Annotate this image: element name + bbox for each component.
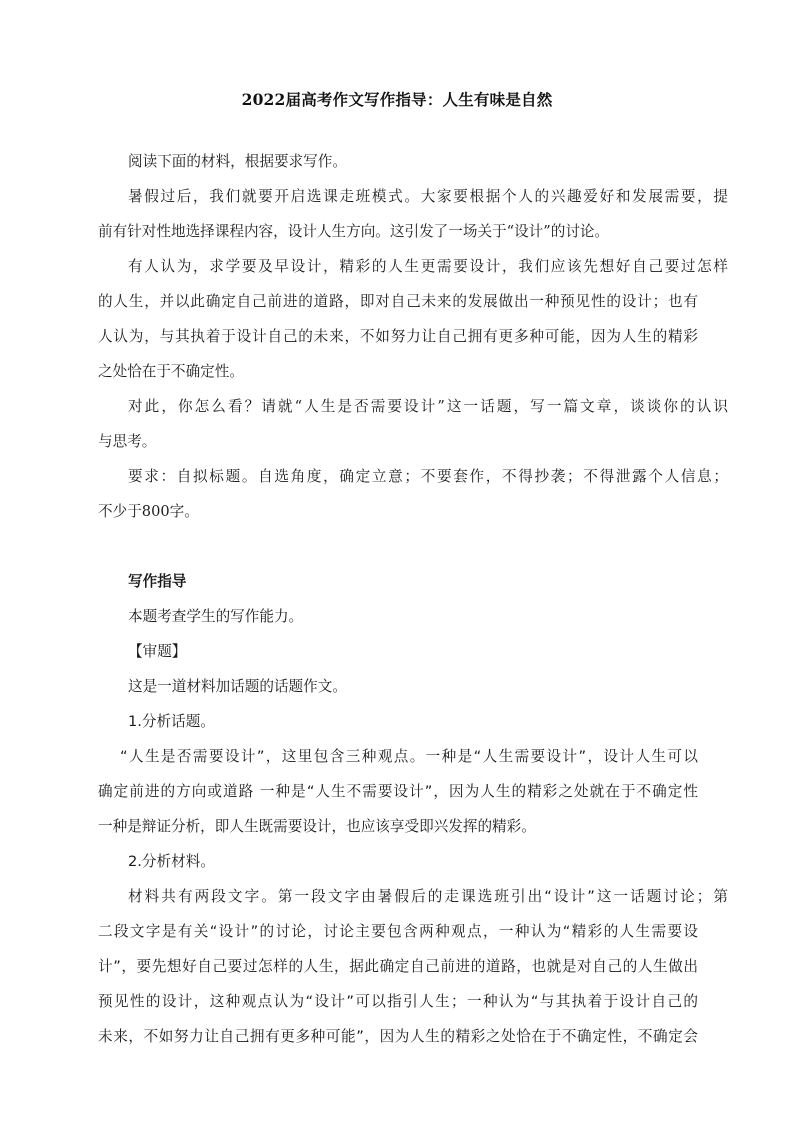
page-title: 2022届高考作文写作指导：人生有味是自然	[241, 90, 553, 109]
guide-line: 计”，要先想好自己要过怎样的人生，据此确定自己前进的道路，也就是对自己的人生做出	[98, 958, 698, 975]
prompt-line: 对此，你怎么看？请就“人生是否需要设计”这一话题，写一篇文章，谈谈你的认识	[128, 398, 728, 415]
prompt-line: 人认为，与其执着于设计自己的未来，不如努力让自己拥有更多种可能，因为人生的精彩	[98, 328, 698, 345]
guide-line: 确定前进的方向或道路 一种是“人生不需要设计”，因为人生的精彩之处就在于不确定性	[98, 783, 698, 800]
guide-line: 预见性的设计，这种观点认为“设计”可以指引人生；一种认为“与其执着于设计自己的	[98, 993, 698, 1010]
guide-line: 一种是辩证分析，即人生既需要设计，也应该享受即兴发挥的精彩。	[98, 818, 536, 835]
guide-line: “人生是否需要设计”，这里包含三种观点。一种是“人生需要设计”，设计人生可以	[120, 748, 698, 765]
prompt-line: 暑假过后，我们就要开启选课走班模式。大家要根据个人的兴趣爱好和发展需要，提	[128, 188, 728, 205]
prompt-line: 前有针对性地选择课程内容，设计人生方向。这引发了一场关于“设计”的讨论。	[98, 223, 610, 240]
guide-line: 这是一道材料加话题的话题作文。	[128, 678, 347, 695]
prompt-line: 的人生，并以此确定自己前进的道路，即对自己未来的发展做出一种预见性的设计；也有	[98, 293, 698, 310]
prompt-line: 有人认为，求学要及早设计，精彩的人生更需要设计，我们应该先想好自己要过怎样	[128, 258, 728, 275]
prompt-line: 阅读下面的材料，根据要求写作。	[128, 153, 347, 170]
prompt-line: 不少于800字。	[98, 503, 199, 520]
guide-line: 材料共有两段文字。第一段文字由暑假后的走课选班引出“设计”这一话题讨论；第	[128, 888, 728, 905]
guide-line: 未来，不如努力让自己拥有更多种可能”，因为人生的精彩之处恰在于不确定性，不确定会	[98, 1028, 698, 1045]
guide-line: 【审题】	[128, 643, 187, 660]
prompt-line: 与思考。	[98, 433, 157, 450]
prompt-line: 要求：自拟标题。自选角度，确定立意；不要套作，不得抄袭；不得泄露个人信息；	[128, 468, 728, 485]
guide-line: 2.分析材料。	[128, 853, 215, 870]
guide-heading: 写作指导	[128, 573, 187, 590]
prompt-line: 之处恰在于不确定性。	[98, 363, 244, 380]
guide-line: 本题考查学生的写作能力。	[128, 608, 304, 625]
guide-line: 二段文字是有关“设计”的讨论，讨论主要包含两种观点，一种认为“精彩的人生需要设	[98, 923, 698, 940]
guide-line: 1.分析话题。	[128, 713, 215, 730]
